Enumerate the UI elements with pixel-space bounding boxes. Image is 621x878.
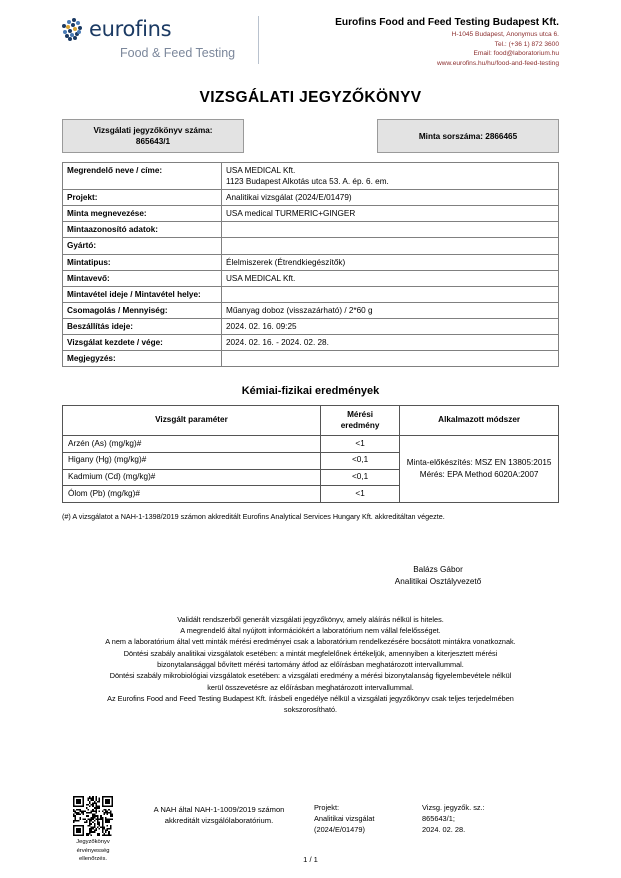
info-value-line bbox=[226, 240, 554, 251]
results-table bbox=[62, 405, 559, 503]
sample-info-table bbox=[62, 162, 559, 367]
info-value-line: 2024. 02. 16. 09:25 bbox=[226, 321, 297, 331]
page-number: 1 / 1 bbox=[303, 855, 318, 864]
brand-divider bbox=[258, 16, 259, 64]
footer-report-label: Vizsg. jegyzők. sz.: bbox=[422, 802, 485, 812]
disclaimer-line: Az Eurofins Food and Feed Testing Budapest Kft. írásbeli engedélye nélkül a vizsgálati jegyzőkönyv csak teljes terjedelmében bbox=[107, 693, 514, 703]
info-value-line: Analitikai vizsgálat (2024/E/01479) bbox=[226, 193, 352, 203]
company-address: H-1045 Budapest, Anonymus utca 6. bbox=[451, 30, 559, 38]
brand-tagline: Food & Feed Testing bbox=[120, 46, 236, 60]
results-section-title: Kémiai-fizikai eredmények bbox=[241, 384, 380, 397]
disclaimer-line: Validált rendszerből generált vizsgálati jegyzőkönyv, amely aláírás nélkül is hiteles. bbox=[177, 614, 444, 624]
info-value bbox=[222, 254, 559, 270]
info-value bbox=[222, 206, 559, 222]
report-number-box bbox=[62, 119, 244, 153]
info-value bbox=[222, 238, 559, 254]
info-key: Beszállítás ideje: bbox=[63, 318, 222, 334]
info-value bbox=[222, 350, 559, 366]
company-contact-block bbox=[274, 16, 559, 69]
info-value-line: 1123 Budapest Alkotás utca 53. A. ép. 6. em. bbox=[226, 177, 389, 187]
info-key: Csomagolás / Mennyiség: bbox=[63, 302, 222, 318]
table-row bbox=[63, 222, 559, 238]
result-parameter: Kadmium (Cd) (mg/kg)# bbox=[63, 469, 321, 486]
info-value-line: USA medical TURMERIC+GINGER bbox=[226, 209, 356, 219]
result-parameter: Ólom (Pb) (mg/kg)# bbox=[63, 486, 321, 503]
disclaimer-line: Döntési szabály analitikai vizsgálatok esetében: a mintát megfelelőnek értékeljük, amennyiben a kiterjesztett mérési bbox=[123, 648, 498, 658]
document-footer bbox=[62, 796, 559, 864]
method-line-1: Minta-előkészítés: MSZ EN 13805:2015 bbox=[406, 458, 552, 468]
nah-accreditation-note bbox=[124, 796, 314, 826]
info-value bbox=[222, 318, 559, 334]
info-value-line: Műanyag doboz (visszazárható) / 2*60 g bbox=[226, 305, 373, 315]
footer-report-line2: 2024. 02. 28. bbox=[422, 825, 466, 835]
disclaimer-line: A nem a laboratórium által vett minták mérési eredményei csak a laboratórium rendelkezésére bocsátott mintákra vonatkoznak. bbox=[105, 637, 516, 647]
footer-project-line2: (2024/E/01479) bbox=[314, 825, 365, 835]
result-value: <0,1 bbox=[320, 469, 399, 486]
identifier-boxes bbox=[62, 119, 559, 153]
table-row bbox=[63, 318, 559, 334]
eurofins-logo bbox=[62, 16, 171, 42]
info-key: Mintaazonosító adatok: bbox=[63, 222, 222, 238]
results-col-method: Alkalmazott módszer bbox=[400, 405, 559, 435]
info-key: Mintavétel ideje / Mintavétel helye: bbox=[63, 286, 222, 302]
results-header-row bbox=[63, 405, 559, 435]
disclaimer-line: bizonytalansággal bővített mérési tartomány átfod az előírásban meghatározott intervallummal. bbox=[157, 659, 464, 669]
info-value bbox=[222, 270, 559, 286]
table-row bbox=[63, 286, 559, 302]
disclaimer-line: kerül összevetésre az előírásban meghatározott intervallummal. bbox=[207, 682, 414, 692]
disclaimer-line: sokszorosítható. bbox=[283, 705, 338, 715]
result-value: <1 bbox=[320, 486, 399, 503]
table-row bbox=[63, 350, 559, 366]
info-key: Megjegyzés: bbox=[63, 350, 222, 366]
table-row bbox=[63, 302, 559, 318]
info-value-line bbox=[226, 224, 554, 235]
info-value-line: Élelmiszerek (Étrendkiegészítők) bbox=[226, 257, 346, 267]
result-parameter: Arzén (As) (mg/kg)# bbox=[63, 436, 321, 453]
info-key: Megrendelő neve / címe: bbox=[63, 163, 222, 190]
result-method bbox=[400, 436, 559, 503]
legal-disclaimer bbox=[62, 614, 559, 716]
info-value-line bbox=[226, 353, 554, 364]
accreditation-footnote: (#) A vizsgálatot a NAH-1-1398/2019 számon akkreditált Eurofins Analytical Services Hungary Kft. akkreditáltan végezte. bbox=[62, 511, 445, 521]
qr-caption-line: érvényesség bbox=[76, 847, 110, 854]
info-value-line: USA MEDICAL Kft. bbox=[226, 273, 296, 283]
document-header bbox=[62, 0, 559, 72]
signature-title: Analitikai Osztályvezető bbox=[394, 576, 482, 586]
nah-line: akkreditált vizsgálólaboratórium. bbox=[164, 815, 274, 825]
results-col-result-line1: Mérési bbox=[347, 409, 374, 419]
result-parameter: Higany (Hg) (mg/kg)# bbox=[63, 452, 321, 469]
footer-project-block bbox=[314, 796, 422, 835]
eurofins-wordmark: eurofins bbox=[89, 16, 172, 41]
footer-project-label: Projekt: bbox=[314, 802, 340, 812]
info-value bbox=[222, 190, 559, 206]
company-name: Eurofins Food and Feed Testing Budapest Kft. bbox=[335, 17, 559, 28]
signature-block bbox=[62, 564, 559, 588]
company-website[interactable]: www.eurofins.hu/hu/food-and-feed-testing bbox=[436, 60, 559, 67]
brand-block bbox=[62, 16, 274, 60]
info-value bbox=[222, 222, 559, 238]
results-col-parameter: Vizsgált paraméter bbox=[63, 405, 321, 435]
info-key: Gyártó: bbox=[63, 238, 222, 254]
qr-code-icon[interactable] bbox=[73, 796, 113, 836]
footer-report-line1: 865643/1; bbox=[422, 814, 455, 824]
info-value bbox=[222, 334, 559, 350]
method-line-2: Mérés: EPA Method 6020A:2007 bbox=[419, 470, 539, 480]
table-row bbox=[63, 163, 559, 190]
sample-serial-value: Minta sorszáma: 2866465 bbox=[418, 131, 518, 141]
footer-report-block bbox=[422, 796, 559, 835]
company-phone: Tel.: (+36 1) 872 3600 bbox=[494, 40, 559, 48]
info-value bbox=[222, 163, 559, 190]
report-number-label: Vizsgálati jegyzőkönyv száma: bbox=[93, 126, 213, 135]
table-row bbox=[63, 190, 559, 206]
footer-project-line1: Analitikai vizsgálat bbox=[314, 814, 375, 824]
company-email[interactable]: Email: food@laboratorium.hu bbox=[473, 50, 559, 58]
info-value-line: 2024. 02. 16. - 2024. 02. 28. bbox=[226, 337, 329, 347]
table-row bbox=[63, 334, 559, 350]
result-value: <1 bbox=[320, 436, 399, 453]
info-key: Projekt: bbox=[63, 190, 222, 206]
result-value: <0,1 bbox=[320, 452, 399, 469]
results-col-result bbox=[320, 405, 399, 435]
page-title: VIZSGÁLATI JEGYZŐKÖNYV bbox=[199, 89, 422, 106]
qr-caption-line: Jegyzőkönyv bbox=[76, 838, 110, 845]
table-row bbox=[63, 238, 559, 254]
nah-line: A NAH által NAH-1-1009/2019 számon bbox=[153, 804, 285, 814]
table-row bbox=[63, 270, 559, 286]
info-value bbox=[222, 302, 559, 318]
sample-serial-box bbox=[377, 119, 559, 153]
signature-name: Balázs Gábor bbox=[413, 564, 463, 574]
info-key: Mintavevő: bbox=[63, 270, 222, 286]
disclaimer-line: A megrendelő által nyújtott információkért a laboratórium nem vállal felelősséget. bbox=[180, 626, 441, 636]
info-value-line bbox=[226, 289, 554, 300]
table-row bbox=[63, 436, 559, 453]
report-number-value: 865643/1 bbox=[135, 137, 171, 147]
qr-block bbox=[62, 796, 124, 864]
info-key: Minta megnevezése: bbox=[63, 206, 222, 222]
info-value-line: USA MEDICAL Kft. bbox=[226, 166, 296, 176]
info-key: Mintatipus: bbox=[63, 254, 222, 270]
info-value bbox=[222, 286, 559, 302]
table-row bbox=[63, 254, 559, 270]
info-key: Vizsgálat kezdete / vége: bbox=[63, 334, 222, 350]
disclaimer-line: Döntési szabály mikrobiológiai vizsgálatok esetében: a vizsgálati eredmény a mérési bizonytalanság figyelembevétele nélkül bbox=[109, 671, 512, 681]
table-row bbox=[63, 206, 559, 222]
qr-caption-line: ellenőrzés. bbox=[78, 856, 108, 863]
results-col-result-line2: eredmény bbox=[340, 420, 380, 430]
eurofins-dots-icon bbox=[62, 18, 84, 40]
